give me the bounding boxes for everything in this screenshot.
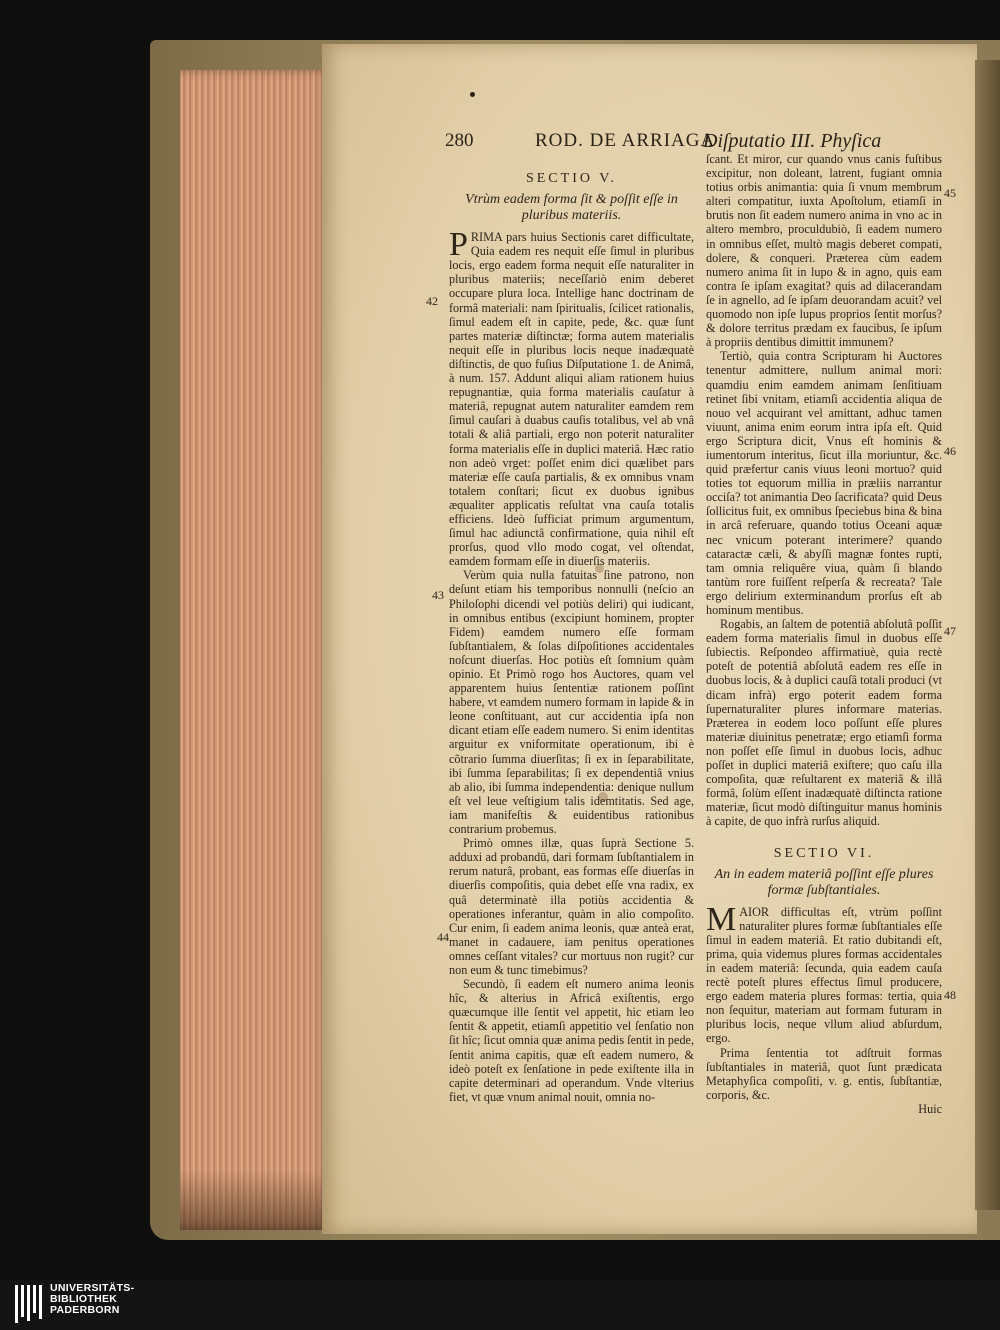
margin-number: 48 bbox=[944, 988, 956, 1002]
paragraph: Rogabis, an ſaltem de potentiâ abſolutâ poſſit eadem forma materialis ſimul in duobus eſſe ſubiectis. Reſpondeo affirmatiuè, quia rectè poteſt de potentiâ abſolutâ eadem res eſſe in duobus locis, & à duplici cauſâ totali produci (vt dicam infrà) ergo poterit eadem forma ſupernaturaliter plures informare materias. Præterea in eodem loco poſſunt eſſe plures materiæ diuinitus penetratæ; ergo etiamſi forma non poſſet eſſe ſimul in duobus locis, adhuc poſſet in duplici materiâ exiſtere; quo caſu illa compoſita, quæ reſultarent ex materiâ & illâ formâ, ſolùm eſſent inadæquatè diſtincta ratione materiæ, ſicut modò diſtinguitur manus hominis à capite, de quo infrà rurſus aliquid. bbox=[706, 617, 942, 829]
paragraph: PRIMA pars huius Sectionis caret difficultate, Quia eadem res nequit eſſe ſimul in pluribus locis, ergo eadem forma nequit eſſe naturaliter in pluribus materiis; neceſſariò enim deberet occupare plura loca. Intellige hanc doctrinam de formâ materiali: nam ſpiritualis, ſcilicet rationalis, ſimul eadem eſt in capite, pede, &c. quæ ſunt partes materiæ diſtinctæ; forma autem materialis nequit eſſe in pluribus locis neque inadæquatè diſtinctis, de quo fuſius Diſputatione 1. de Animâ, à num. 157. Addunt aliqui aliam rationem huius repugnantiæ, quia forma materialis cauſatur à materiâ, repugnat autem naturaliter eamdem rem ſimul cauſari à duabus cauſis totalibus, vel ab vnâ totali & aliâ partiali, ergo non poterit naturaliter forma materialis eſſe in duplici materiâ. Hæc ratio non adeò vrget: poſſet enim dici quælibet pars materiæ eſſe cauſa partialis, & ex omnibus vnam totalem conſtari; ſicut ex duobus ignibus æqualiter applicatis reſultat vna cauſa totalis efficiens. Ideò ſufficiat primum argumentum, ſimul hac adiunctâ confirmatione, quia nihil eſt prorſus, quod vllo modo cogat, vel oſtendat, eamdem formam eſſe in diuerſis materiis. bbox=[449, 226, 694, 569]
running-author: ROD. DE ARRIAGA bbox=[535, 130, 716, 151]
margin-number: 46 bbox=[944, 444, 956, 458]
right-text-column bbox=[706, 152, 942, 1116]
paragraph: Secundò, ſi eadem eſt numero anima leonis hîc, & alterius in Africâ exiſtentis, ergo quæcumque ille ſentit vel appetit, hic etiam leo ſentit & appetit, etiamſi appetitio vel ſenſatio non ſit hîc; ſicut omnia quæ anima pedis ſentit in pede, ſentit anima capitis, quæ eſt eadem numero, & ideò poteſt ex ſenſatione in pede exiſtente illa in capite determinari ad operandum. Vnde vlterius fiet, vt quæ vnum animal nouit, omnia no- bbox=[449, 977, 694, 1104]
running-title: Diſputatio III. Phyſica bbox=[703, 130, 882, 152]
page-number: 280 bbox=[445, 130, 474, 151]
left-text-column bbox=[449, 164, 694, 1104]
margin-number: 44 bbox=[437, 930, 449, 944]
margin-number: 42 bbox=[426, 294, 438, 308]
paragraph: Prima ſententia tot adſtruit formas ſubſtantiales in materiâ, quot ſunt prædicata Metaphyſica compoſiti, v. g. entis, ſubſtantiæ, corporis, &c. bbox=[706, 1045, 942, 1102]
section-heading: SECTIO V. bbox=[525, 171, 618, 186]
margin-number: 45 bbox=[944, 186, 956, 200]
logo-text: UNIVERSITÄTS- BIBLIOTHEK PADERBORN bbox=[50, 1282, 135, 1316]
ink-dot bbox=[470, 92, 475, 97]
page-edges bbox=[180, 70, 330, 1230]
paragraph: Verùm quia nulla fatuitas ſine patrono, non deſunt etiam his temporibus nonnulli (neſcio an Philoſophi dicendi vel potiùs deliri) qui iudicant, in omnibus entibus (excipiunt hominem, propter Fidem) eamdem numero eſſe formam ſubſtantialem, & ſolas diſpoſitiones accidentales noſcunt diuerſas. Hoc potiùs eſt ſomnium quàm opinio. Et Primò rogo hos Auctores, quam vel apparentem huius ſententiæ rationem poſſint habere, vt eamdem numero formam in lapide & in leone conſtituant, aut cur accidentia ipſa non dicant etiam eſſe eadem numero. Si enim identitas arguitur ex vniformitate operationum, ibi è cõtrario ſumma diuerſitas; ſi ex in ſeparabilitate, ibi ſumma ſeparabilitas; ſi ex dependentiâ vnius ab alio, ibi ſumma independentia: denique nullum eſt vel leue veſtigium talis idemtitatis. Sed age, iam manifeſtis & euidentibus rationibus contrarium probemus. bbox=[449, 568, 694, 837]
section-title: An in eadem materiâ poſſint eſſe plures formæ ſubſtantiales. bbox=[714, 866, 934, 898]
section-title: Vtrùm eadem forma ſit & poſſit eſſe in pluribus materiis. bbox=[465, 192, 678, 224]
logo-bars-icon bbox=[15, 1285, 42, 1323]
drop-cap: P bbox=[449, 226, 468, 264]
library-logo bbox=[15, 1283, 134, 1323]
paragraph: Primò omnes illæ, quas ſuprà Sectione 5. adduxi ad probandū, dari formam ſubſtantialem in rerum naturâ, probant, eas formas eſſe diuerſas in diuerſis compoſitis, quia debet eſſe vna radix, ex quâ determinatè illa potiùs accidentia & operationes inferantur, quàm in alio compoſito. Cur enim, ſi eadem anima leonis, quæ anteà erat, manet in cadauere, iam penitus operationes omnes ceſſant vitales? cur mortuus non rugit? cur non eum & tunc timebimus? bbox=[449, 836, 694, 977]
paragraph: MAIOR difficultas eſt, vtrùm poſſint naturaliter plures formæ ſubſtantiales eſſe ſimul in eadem materiâ. Et ratio dubitandi eſt, prima, quia videmus plures formas accidentales in eadem materiâ: ſecunda, quia eadem cauſa rectè poteſt plures effectus ſimul producere, ergo eadem materia plures formas: tertia, quia non ſequitur, materiam aut formam futuram in pluribus locis, neque vllum aliud abſurdum, ergo. bbox=[706, 900, 942, 1046]
right-binding bbox=[975, 60, 1000, 1210]
margin-number: 43 bbox=[432, 588, 444, 602]
catchword: Huic bbox=[918, 1101, 942, 1116]
paragraph: ſcant. Et miror, cur quando vnus canis fuſtibus excipitur, non doleant, latrent, fugiant omnia totius orbis animantia: quia ſi vnum membrum alteri compatitur, iuxta Apoſtolum, etiamſi in brutis non ſit eadem numero anima in vno ac in altero membro, proculdubiò, ſi eadem numero in omnibus eſſet, multò magis deberet compati, dolere, & conqueri. Præterea cùm eadem numero anima ſit in lupo & in agno, quis eam contra ſe ipſam exagitat? quis ad dilacerandam ſe in agnello, ad ſe ipſam deuorandam acuit? vel quomodo non ipſe lupus proprios ſentit morſus? & dolore territus prædam ex faucibus, ſe ipſum à propriis dentibus dimittit immunem? bbox=[706, 152, 942, 350]
margin-number: 47 bbox=[944, 624, 956, 638]
paragraph: Tertiò, quia contra Scripturam hi Auctores tenentur admittere, nullum animal mori: quamdiu enim eamdem animam ſenſitiuam retinet ſibi vnitam, etiamſi accidentia aliqua de nouo vel acquirant vel amittant, adhuc tamen viuunt, anima enim eorum intra ipſa eſt. Quid ergo Scriptura dicit, Vnus eſt hominis & iumentorum interitus, ſicut illa moriuntur, &c. quid præfertur canis viuus leoni mortuo? quid toties tot equorum millia in præliis narrantur occiſa? tot animantia Deo ſacrificata? quid Deus ſollicitus fuit, ex omnibus ſpeciebus bina & bina in arcâ referuare, quando totius Oceani aquæ nec vnicum poterant interimere? quando cataractæ cæli, & abyſſi magnæ fontes rupti, tam omnia reliquêre viua, quàm ſi blando tantùm rore fuiſſent reſperſa & recreata? Tale ergo delirium exterminandum prorſus eſt ab hominum mentibus. bbox=[706, 349, 942, 617]
section-heading: SECTIO VI. bbox=[773, 845, 875, 861]
drop-cap: M bbox=[706, 900, 737, 938]
